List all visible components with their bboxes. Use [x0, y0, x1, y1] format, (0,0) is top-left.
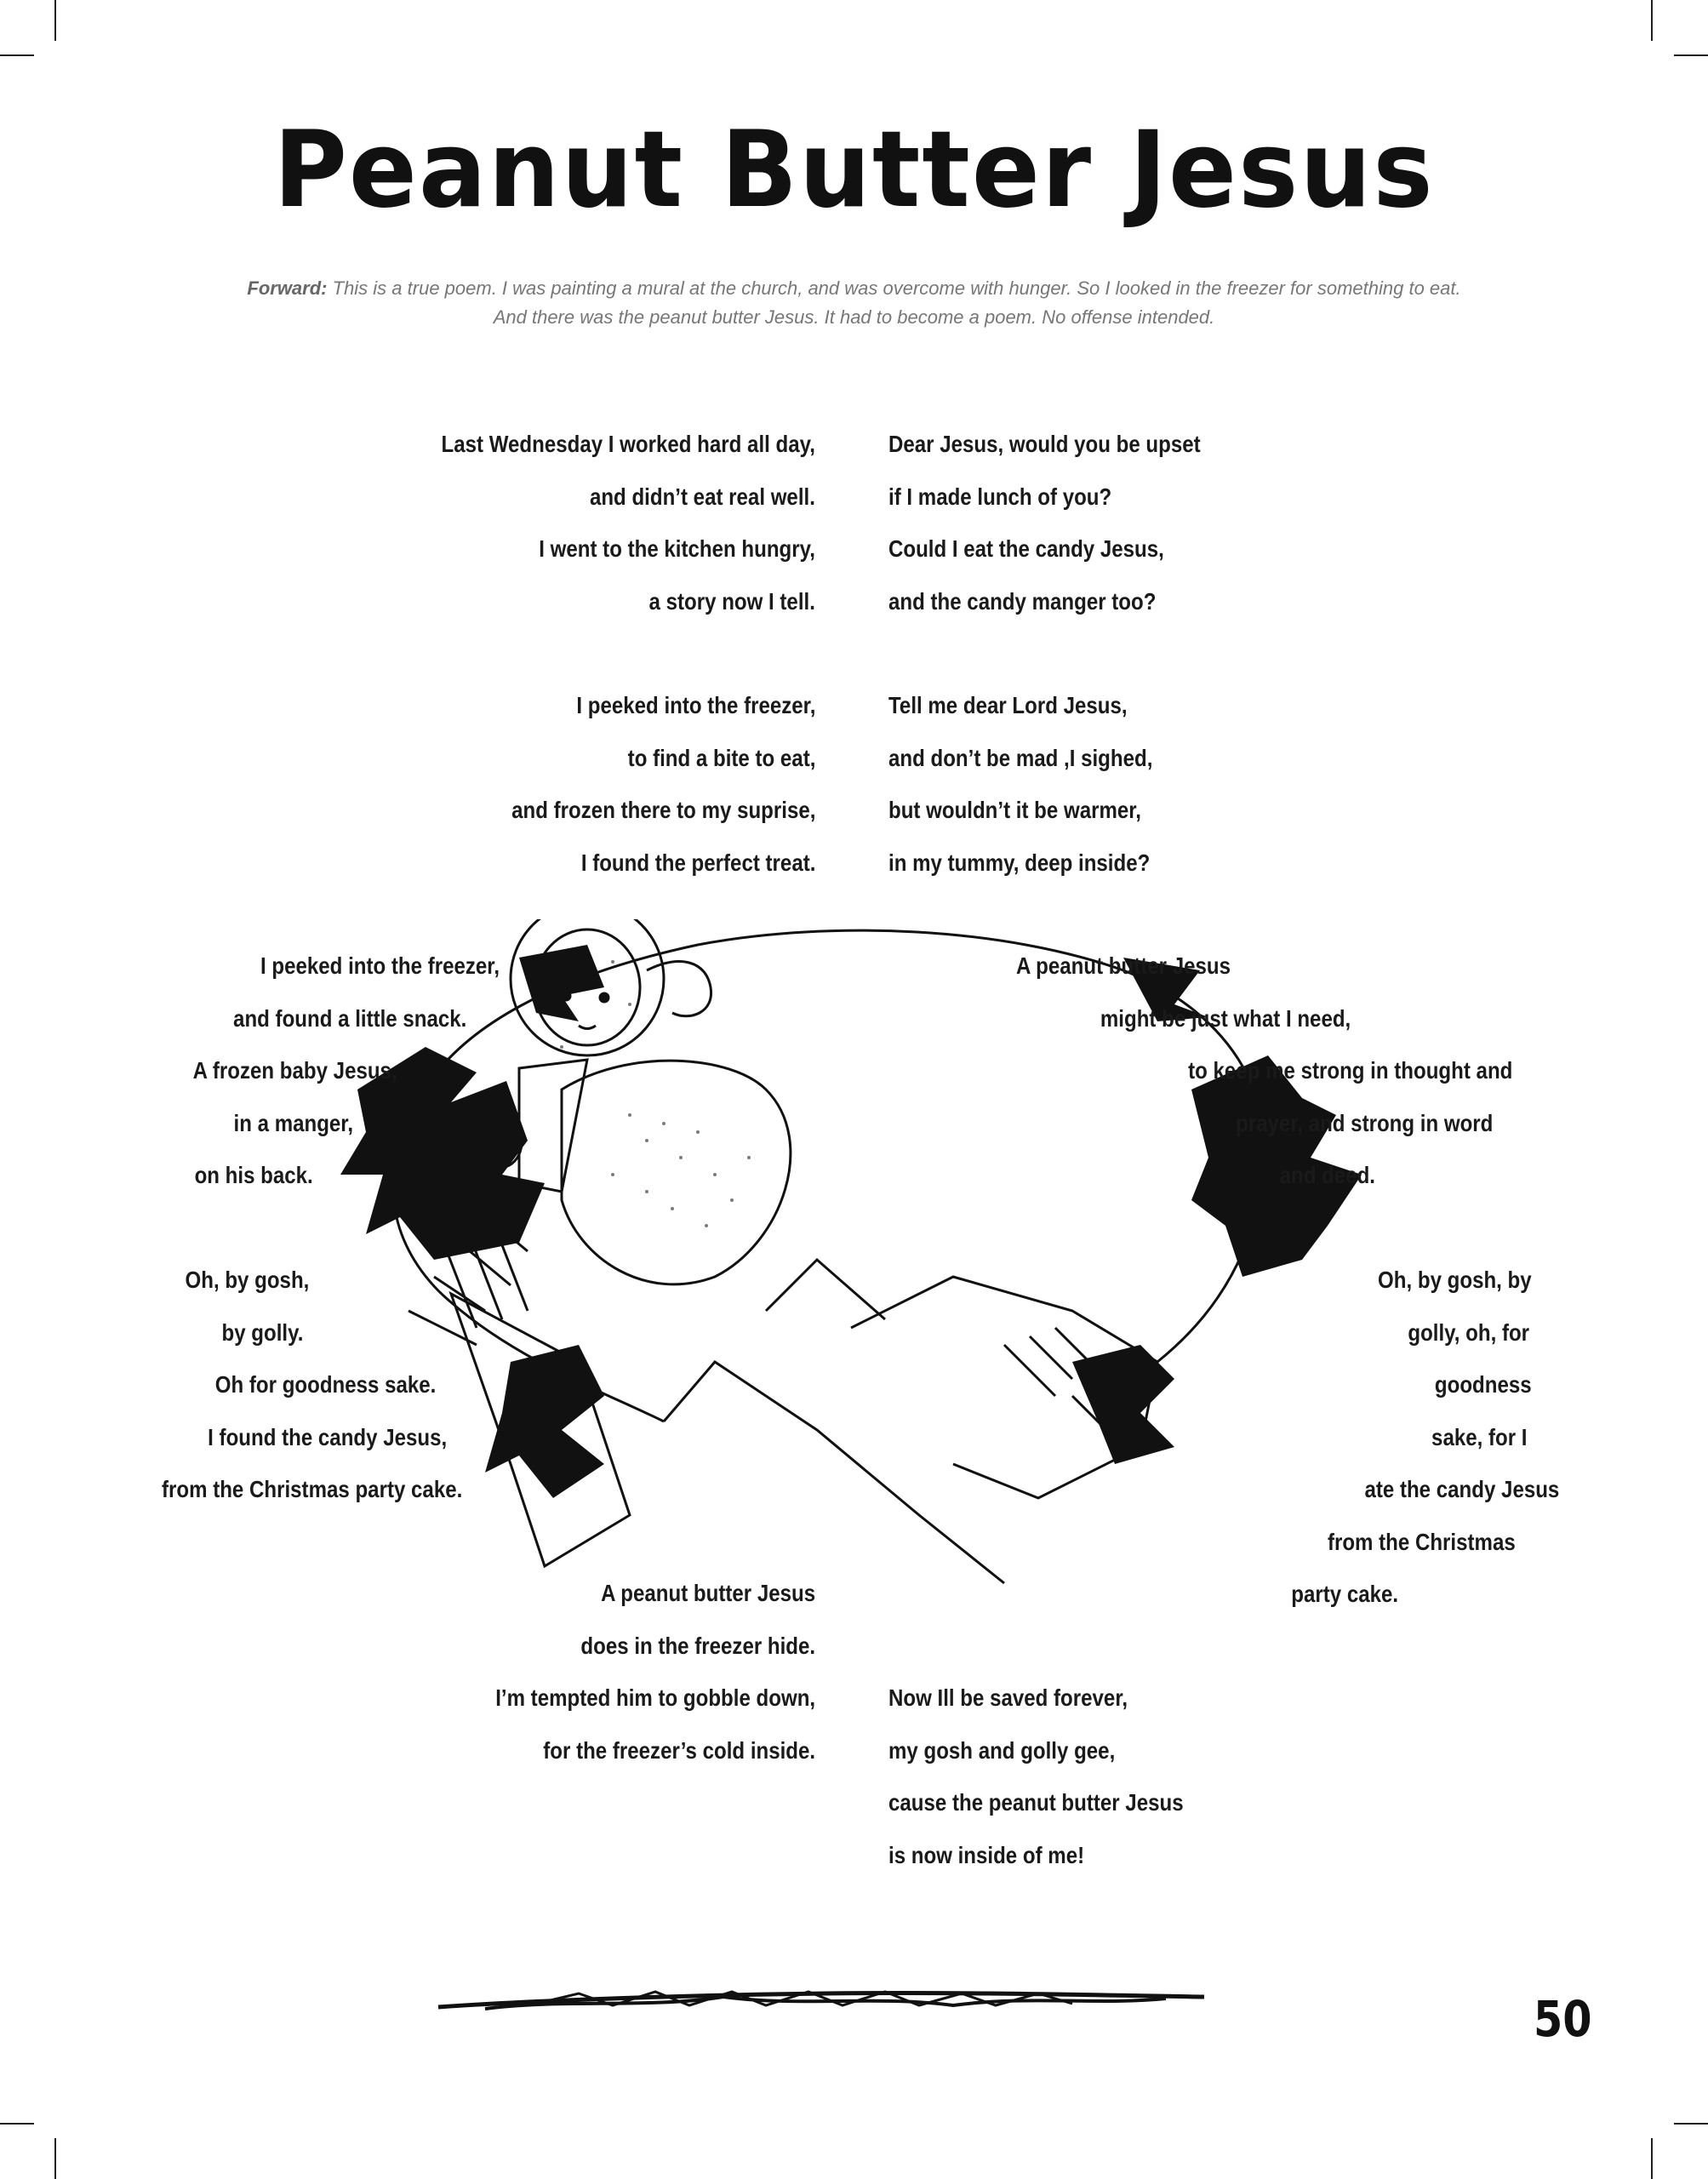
page-number: 50	[1534, 1990, 1592, 2048]
decorative-scribble-divider	[434, 1983, 1208, 2017]
stanza-line: and deed.	[1279, 1162, 1376, 1188]
stanza-line: Now Ill be saved forever,	[888, 1684, 1128, 1711]
stanza-line: I peeked into the freezer,	[260, 952, 500, 979]
stanza-1	[442, 418, 815, 627]
stanza-line: if I made lunch of you?	[888, 483, 1112, 510]
stanza-line: and don’t be mad ,I sighed,	[888, 744, 1153, 771]
stanza-line: Could I eat the candy Jesus,	[888, 535, 1164, 562]
stanza-line: ate the candy Jesus	[1364, 1476, 1559, 1502]
stanza-line: Oh for goodness sake.	[214, 1371, 437, 1398]
stanza-4	[888, 679, 1152, 889]
stanza-line: Tell me dear Lord Jesus,	[888, 692, 1128, 718]
forward-label: Forward:	[247, 277, 328, 299]
stanza-line: from the Christmas party cake.	[162, 1476, 463, 1502]
stanza-2	[888, 418, 1201, 627]
stanza-10	[888, 1672, 1184, 1881]
stanza-line: goodness	[1434, 1371, 1532, 1398]
crop-mark-bottom-right-h	[1674, 2123, 1708, 2125]
stanza-line: to find a bite to eat,	[627, 744, 815, 771]
stanza-line: Last Wednesday I worked hard all day,	[441, 431, 815, 457]
stanza-line: A peanut butter Jesus	[1016, 952, 1231, 979]
stanza-line: cause the peanut butter Jesus	[888, 1789, 1184, 1816]
stanza-line: I went to the kitchen hungry,	[539, 535, 815, 562]
stanza-line: I found the perfect treat.	[580, 849, 815, 876]
stanza-line: to keep me strong in thought and	[1188, 1057, 1513, 1084]
crop-mark-top-left-h	[0, 54, 34, 56]
stanza-line: from the Christmas	[1327, 1528, 1516, 1555]
stanza-line: sake, for I	[1431, 1423, 1528, 1450]
crop-mark-bottom-right-v	[1651, 2138, 1653, 2179]
crop-mark-bottom-left-h	[0, 2123, 34, 2125]
stanza-7	[162, 1254, 462, 1516]
stanza-line: my gosh and golly gee,	[888, 1736, 1116, 1764]
stanza-line: golly, oh, for	[1408, 1318, 1529, 1346]
crop-mark-top-right-v	[1651, 0, 1653, 41]
stanza-3	[511, 679, 815, 889]
stanza-line: on his back.	[194, 1162, 313, 1188]
forward-line-2: And there was the peanut butter Jesus. It had to become a poem. No offense intended.	[493, 306, 1215, 328]
stanza-line: party cake.	[1290, 1581, 1398, 1607]
stanza-line: A peanut butter Jesus	[601, 1580, 815, 1606]
stanza-9	[495, 1567, 815, 1776]
stanza-line: might be just what I need,	[1100, 1004, 1351, 1032]
stanza-line: I’m tempted him to gobble down,	[495, 1684, 815, 1711]
stanza-line: a story now I tell.	[648, 587, 815, 615]
forward-line-1: This is a true poem. I was painting a mural at the church, and was overcome with hunger. So I looked in the freezer for something to eat.	[332, 277, 1461, 299]
stanza-line: does in the freezer hide.	[580, 1632, 815, 1659]
stanza-line: and the candy manger too?	[888, 587, 1157, 615]
stanza-line: by golly.	[221, 1318, 304, 1346]
stanza-line: is now inside of me!	[888, 1841, 1085, 1868]
crop-mark-top-left-v	[54, 0, 56, 41]
stanza-line: in my tummy, deep inside?	[888, 849, 1151, 876]
stanza-line: but wouldn’t it be warmer,	[888, 797, 1142, 823]
stanza-8	[1291, 1254, 1559, 1621]
stanza-line: I found the candy Jesus,	[208, 1423, 448, 1450]
stanza-line: and frozen there to my suprise,	[511, 797, 815, 823]
stanza-line: prayer, and strong in word	[1236, 1109, 1494, 1136]
stanza-line: for the freezer’s cold inside.	[543, 1736, 815, 1764]
crop-mark-bottom-left-v	[54, 2138, 56, 2179]
stanza-line: Dear Jesus, would you be upset	[888, 431, 1201, 457]
page-title: Peanut Butter Jesus	[273, 107, 1435, 232]
stanza-6	[1016, 940, 1512, 1202]
crop-mark-top-right-h	[1674, 54, 1708, 56]
stanza-line: and didn’t eat real well.	[590, 483, 815, 510]
stanza-line: I peeked into the freezer,	[575, 692, 815, 718]
stanza-line: and found a little snack.	[233, 1004, 467, 1032]
stanza-line: Oh, by gosh, by	[1377, 1267, 1532, 1293]
stanza-line: in a manger,	[233, 1109, 353, 1136]
stanza-5	[193, 940, 500, 1202]
forward-note	[0, 274, 1708, 332]
stanza-line: Oh, by gosh,	[185, 1267, 310, 1293]
stanza-line: A frozen baby Jesus,	[192, 1057, 397, 1084]
